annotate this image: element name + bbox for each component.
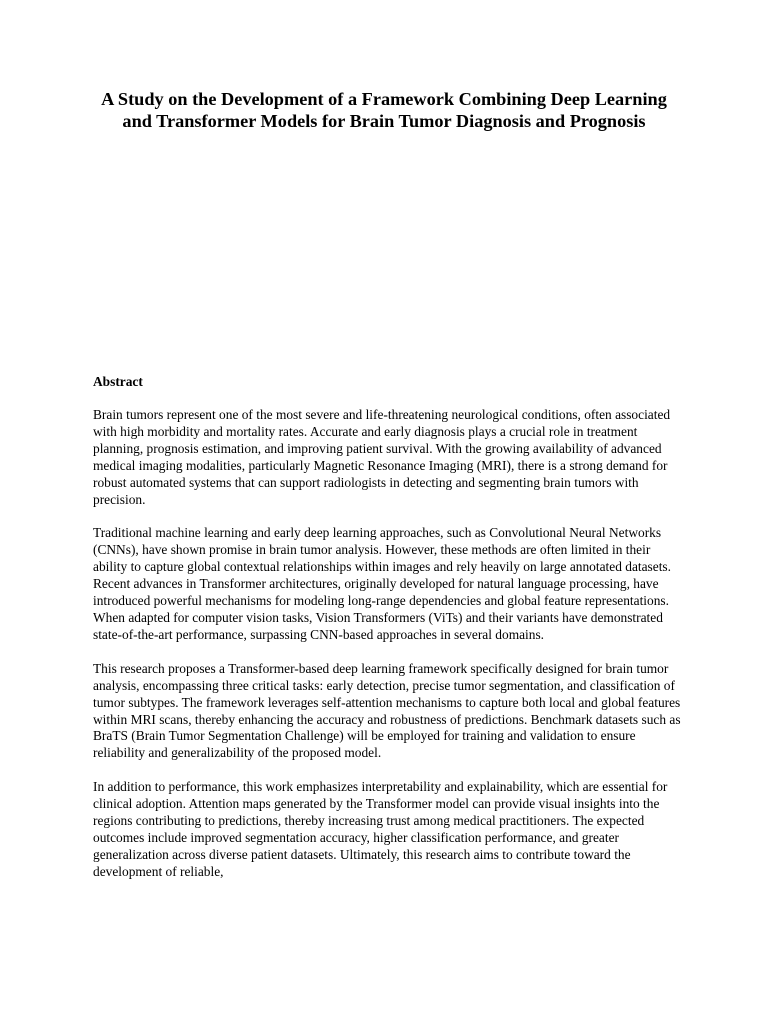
abstract-paragraph-3: This research proposes a Transformer-based deep learning framework specifically designed for brain tumor analysis, encompassing three critical tasks: early detection, precise tumor segmentation, and classification of tumor subtypes. The framework leverages self-attention mechanisms to capture both local and global features within MRI scans, thereby enhancing the accuracy and robustness of predictions. Benchmark datasets such as BraTS (Brain Tumor Segmentation Challenge) will be employed for training and validation to ensure reliability and generalizability of the proposed model. xyxy=(93,660,681,761)
abstract-body xyxy=(93,407,683,898)
abstract-paragraph-2: Traditional machine learning and early deep learning approaches, such as Convolutional Neural Networks (CNNs), have shown promise in brain tumor analysis. However, these methods are often limited in their ability to capture global contextual relationships within images and rely heavily on large annotated datasets. Recent advances in Transformer architectures, originally developed for natural language processing, have introduced powerful mechanisms for modeling long-range dependencies and global feature representations. When adapted for computer vision tasks, Vision Transformers (ViTs) and their variants have demonstrated state-of-the-art performance, surpassing CNN-based approaches in several domains. xyxy=(93,525,671,642)
abstract-heading: Abstract xyxy=(93,374,143,389)
abstract-paragraph-1: Brain tumors represent one of the most severe and life-threatening neurological conditions, often associated with high morbidity and mortality rates. Accurate and early diagnosis plays a crucial role in treatment planning, prognosis estimation, and improving patient survival. With the growing availability of advanced medical imaging modalities, particularly Magnetic Resonance Imaging (MRI), there is a strong demand for robust automated systems that can support radiologists in detecting and segmenting brain tumors with precision. xyxy=(93,407,671,507)
document-title: A Study on the Development of a Framework Combining Deep Learning and Transformer Models for Brain Tumor Diagnosis and Prognosis xyxy=(101,89,667,131)
abstract-paragraph-4: In addition to performance, this work emphasizes interpretability and explainability, which are essential for clinical adoption. Attention maps generated by the Transformer model can provide visual insights into the regions contributing to predictions, thereby increasing trust among medical practitioners. The expected outcomes include improved segmentation accuracy, higher classification performance, and greater generalization across diverse patient datasets. Ultimately, this research aims to contribute toward the development of reliable, xyxy=(93,779,668,879)
